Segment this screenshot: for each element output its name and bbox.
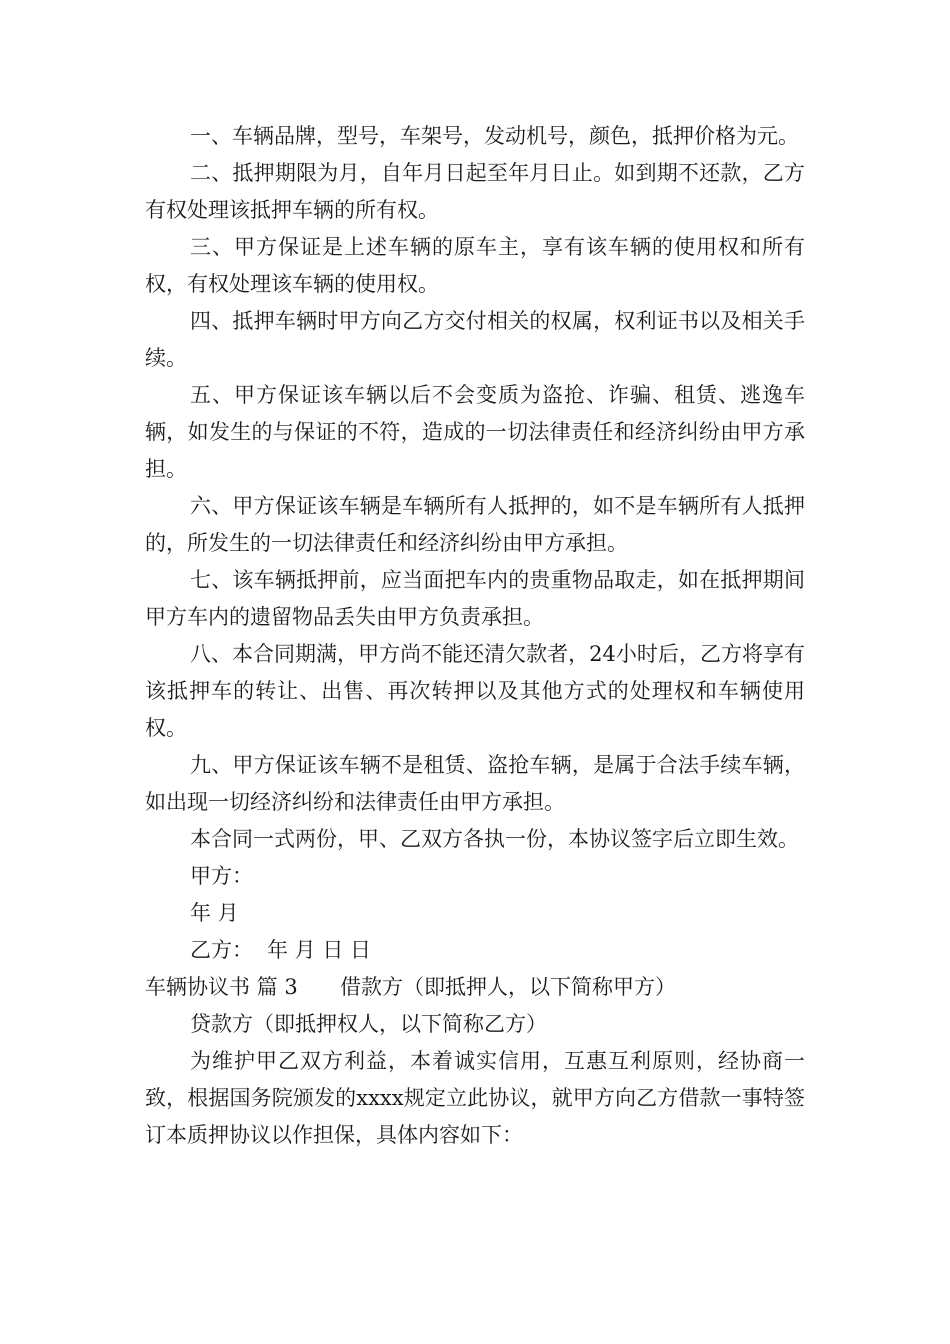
party-a-date-text: 年 月 [190, 901, 239, 925]
party-b-label: 乙方： [190, 938, 253, 962]
party-b-signature [145, 932, 805, 969]
clause-6: 六、甲方保证该车辆是车辆所有人抵押的，如不是车辆所有人抵押的，所发生的一切法律责任和经济纠纷由甲方承担。 [145, 494, 805, 555]
clause-7: 七、该车辆抵押前，应当面把车内的贵重物品取走，如在抵押期间甲方车内的遗留物品丢失由甲方负责承担。 [145, 568, 805, 629]
clause-8: 八、本合同期满，甲方尚不能还清欠款者，24小时后，乙方将享有该抵押车的转让、出售、再次转押以及其他方式的处理权和车辆使用权。 [145, 642, 805, 740]
section-3-intro: 为维护甲乙双方利益，本着诚实信用，互惠互利原则，经协商一致，根据国务院颁发的xxxx规定立此协议，就甲方向乙方借款一事特签订本质押协议以作担保，具体内容如下： [145, 1049, 805, 1147]
borrower-definition: 借款方（即抵押人，以下简称甲方） [340, 975, 676, 999]
section-3-heading [145, 969, 805, 1006]
copies-clause: 本合同一式两份，甲、乙双方各执一份，本协议签字后立即生效。 [190, 827, 799, 851]
document-body [145, 118, 805, 1154]
party-b-date: 年 月 日 日 [267, 938, 372, 962]
party-a-signature [145, 858, 805, 895]
clause-1: 一、车辆品牌，型号，车架号，发动机号，颜色，抵押价格为元。 [190, 124, 799, 148]
party-a-date [145, 895, 805, 932]
clause-9: 九、甲方保证该车辆不是租赁、盗抢车辆，是属于合法手续车辆，如出现一切经济纠纷和法律责任由甲方承担。 [145, 753, 805, 814]
party-a-label: 甲方： [190, 864, 253, 888]
clause-5: 五、甲方保证该车辆以后不会变质为盗抢、诈骗、租赁、逃逸车辆，如发生的与保证的不符，造成的一切法律责任和经济纠纷由甲方承担。 [145, 383, 805, 481]
clause-3: 三、甲方保证是上述车辆的原车主，享有该车辆的使用权和所有权，有权处理该车辆的使用权。 [145, 235, 805, 296]
section-3-title: 车辆协议书 篇 3 [145, 975, 298, 999]
clause-4: 四、抵押车辆时甲方向乙方交付相关的权属，权利证书以及相关手续。 [145, 309, 805, 370]
lender-definition: 贷款方（即抵押权人，以下简称乙方） [190, 1012, 547, 1036]
clause-2: 二、抵押期限为月，自年月日起至年月日止。如到期不还款，乙方有权处理该抵押车辆的所有权。 [145, 161, 805, 222]
